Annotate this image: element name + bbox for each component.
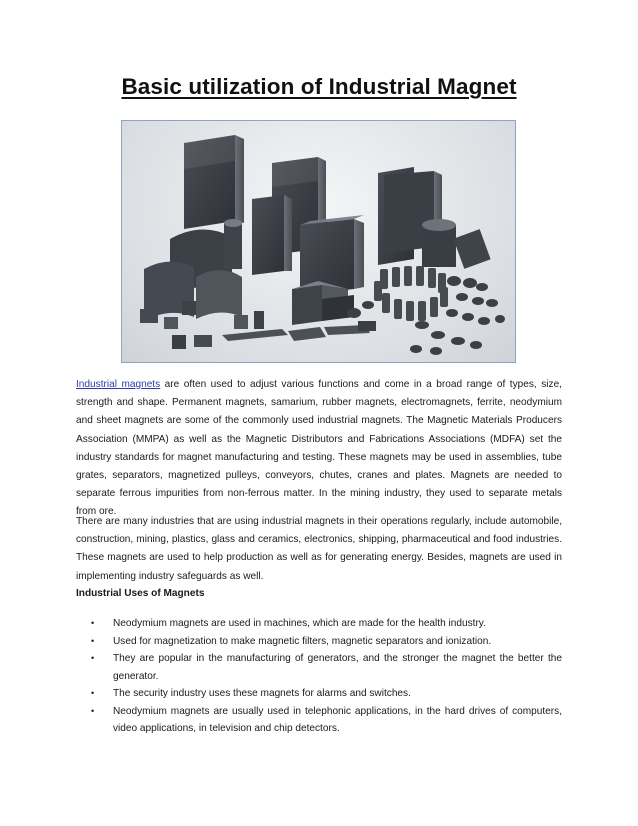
intro-paragraph [76, 376, 562, 522]
list-item [76, 650, 562, 685]
uses-list [76, 615, 562, 738]
industrial-magnets-photo [121, 120, 516, 363]
list-item-text: Used for magnetization to make magnetic filters, magnetic separators and ionization. [113, 635, 492, 647]
intro-text: are often used to adjust various functions and come in a broad range of types, size, strength and shape. Permanent magnets, samarium, rubber magnets, electromagnets, ferrite, neodymium and sheet magnets are some of the commonly used industrial magnets. The Magnetic Materials Producers Association (MMPA) as well as the Magnetic Distributors and Fabrications Associations (MDFA) set the industry standards for magnet manufacturing and testing. These magnets may be used in assemblies, tube grates, separators, magnetized pulleys, conveyors, chutes, cranes and plates. Magnets are needed to separate ferrous impurities from non-ferrous matter. In the mining industry, they used to separate metals from ore. [76, 379, 562, 518]
bullet-icon: • [91, 705, 95, 716]
block-mid-left [252, 195, 292, 275]
list-item-text: Neodymium magnets are usually used in telephonic applications, in the hard drives of computers, video applications, in television and chip detectors. [113, 705, 562, 734]
bullet-icon: • [91, 688, 95, 698]
block-center [300, 215, 364, 295]
bullet-icon: • [91, 635, 95, 646]
ring-magnets [374, 266, 448, 321]
list-item-text: They are popular in the manufacturing of generators, and the stronger the magnet the better the generator. [113, 653, 562, 682]
bullet-icon: • [91, 618, 95, 628]
cylinder-right [422, 219, 491, 269]
cylinder-left [224, 219, 242, 269]
list-item [76, 633, 562, 651]
magnets-illustration [122, 121, 515, 362]
bullet-icon: • [91, 653, 95, 663]
list-item [76, 703, 562, 738]
list-item-text: The security industry uses these magnets for alarms and switches. [113, 688, 411, 699]
industrial-magnets-link[interactable]: Industrial magnets [76, 379, 161, 390]
list-item-text: Neodymium magnets are used in machines, which are made for the health industry. [113, 618, 486, 629]
list-item [76, 685, 562, 703]
page-title: Basic utilization of Industrial Magnet [121, 74, 517, 99]
uses-heading: Industrial Uses of Magnets [76, 588, 205, 599]
list-item [76, 615, 562, 633]
industries-paragraph: There are many industries that are using industrial magnets in their operations regularly, include automobile, construction, mining, plastics, glass and ceramics, electronics, shipping, pharmaceutical and food industries. These magnets are used to help production as well as for generating energy. Besides, magnets are used in implementing industry safeguards as well. [76, 516, 562, 582]
